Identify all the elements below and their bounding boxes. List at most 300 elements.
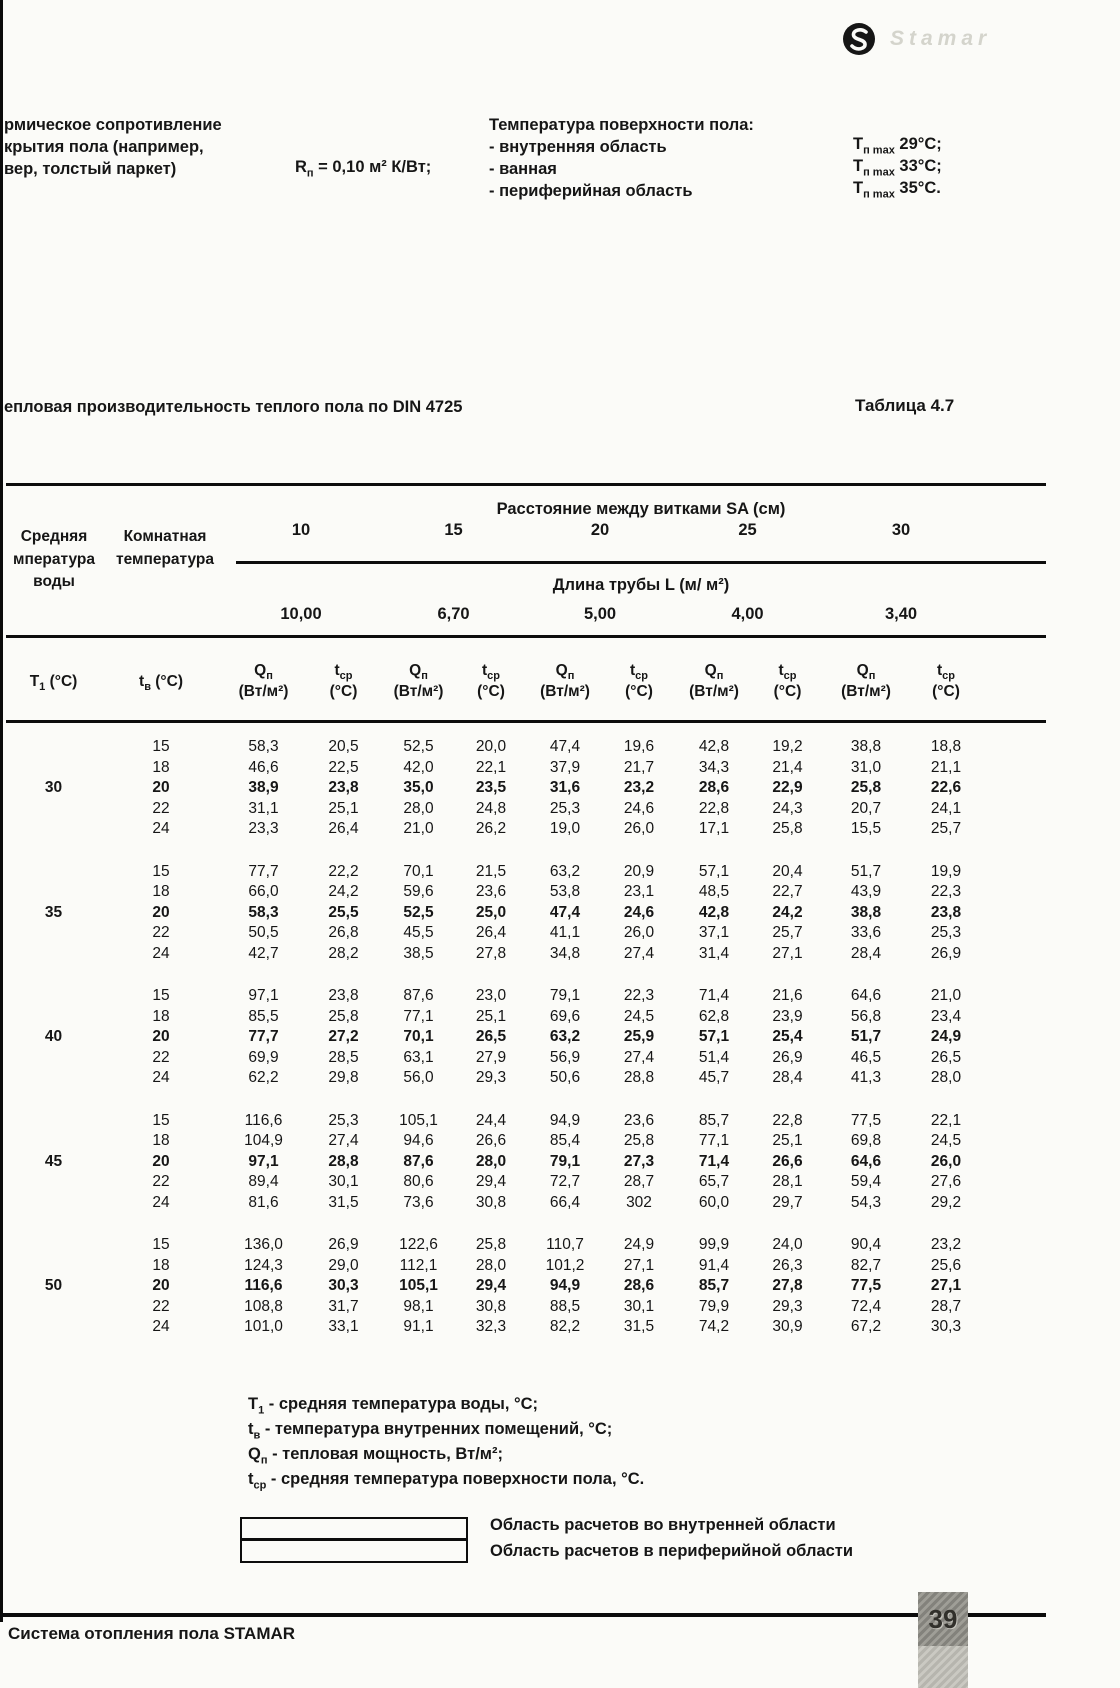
table-top-rule	[6, 483, 1046, 486]
heat-output-cell: 45,5	[403, 924, 434, 941]
heat-output-cell: 110,7	[546, 1236, 584, 1253]
column-subheaders	[6, 660, 1046, 702]
floor-temp-cell: 21,5	[475, 862, 507, 880]
coil-spacing-value: 20	[590, 521, 610, 539]
heat-output-cell: 56,9	[549, 1048, 581, 1066]
floor-temp-cell: 24,4	[475, 1111, 507, 1129]
floor-temp-cell: 29,0	[328, 1256, 359, 1274]
floor-temp-cell: 28,7	[623, 1173, 655, 1190]
symbol-note: $t_в$ - температура внутренних помещений, °C;	[248, 1420, 613, 1442]
heat-output-subheader	[381, 660, 456, 702]
heat-output-cell: 88,5	[549, 1297, 581, 1315]
floor-temp-cell: 28,4	[772, 1069, 803, 1086]
heat-output-cell: 34,8	[549, 944, 581, 962]
pipe-length-values-row	[6, 605, 1046, 629]
heat-output-cell: 31,1	[248, 799, 279, 817]
floor-temp-cell: 25,1	[328, 799, 359, 817]
heat-output-cell: 33,6	[850, 924, 882, 941]
symbol: $Q_п$	[409, 662, 428, 683]
floor-temp-cell: 25,9	[623, 1028, 655, 1045]
heat-output-cell: 50,6	[549, 1069, 581, 1086]
water-temp-cell	[6, 799, 101, 820]
floor-temp-cell: 24,6	[623, 903, 655, 921]
heat-output-cell: 59,4	[850, 1173, 882, 1190]
floor-temp-cell: 27,2	[328, 1028, 359, 1045]
surface-temperature-title: Температура поверхности пола:	[489, 116, 754, 134]
heat-output-subheader	[526, 660, 604, 702]
temperature-block	[6, 862, 1046, 965]
water-temp-cell: 45	[44, 1152, 63, 1170]
heat-output-cell: 65,7	[698, 1173, 730, 1190]
floor-temp-cell: 27,1	[930, 1277, 962, 1294]
heat-output-cell: 72,4	[850, 1297, 882, 1315]
floor-temp-cell: 23,8	[328, 987, 359, 1004]
symbol: $Q_п$	[254, 662, 273, 683]
floor-temp-cell: 30,1	[623, 1297, 655, 1315]
floor-temp-cell: 27,9	[475, 1048, 507, 1066]
heat-output-cell: 38,8	[850, 738, 882, 755]
heat-output-cell: 101,0	[244, 1318, 283, 1335]
heat-output-cell: 79,1	[549, 987, 581, 1004]
table-row	[6, 986, 1046, 1007]
floor-temp-cell: 25,1	[772, 1132, 803, 1149]
symbol: $T_1$	[29, 672, 46, 693]
floor-temp-cell: 20,0	[475, 738, 507, 755]
heat-output-cell: 46,5	[850, 1048, 882, 1066]
floor-temp-cell: 23,9	[772, 1007, 803, 1025]
heating-performance-table	[6, 483, 1046, 1360]
floor-temp-cell: 23,2	[930, 1236, 962, 1253]
heat-output-cell: 77,7	[248, 1028, 279, 1045]
floor-temp-cell: 23,5	[475, 779, 507, 796]
room-temp-cell: 18	[152, 1132, 170, 1149]
floor-temp-cell: 20,4	[772, 862, 803, 880]
pipe-length-value: 10,00	[280, 605, 322, 623]
floor-temp-subheader	[754, 660, 821, 702]
heat-output-cell: 80,6	[403, 1173, 434, 1190]
heat-output-cell: 87,6	[403, 1152, 434, 1170]
water-temp-subheader	[6, 660, 101, 702]
floor-temp-cell: 24,2	[328, 883, 359, 900]
thermal-resistance-line: вер, толстый паркет)	[4, 160, 177, 178]
thermal-resistance-note	[4, 114, 222, 180]
table-row	[6, 1131, 1046, 1152]
floor-temp-cell: 25,8	[623, 1132, 655, 1149]
heat-output-cell: 94,9	[549, 1277, 581, 1294]
heat-output-cell: 50,5	[248, 924, 279, 941]
water-head-line: мпература	[12, 550, 96, 568]
room-head-line: Комнатная	[123, 528, 207, 545]
heat-output-cell: 41,1	[549, 924, 581, 941]
floor-temp-cell: 29,7	[772, 1193, 803, 1211]
floor-temp-cell: 22,3	[623, 987, 655, 1004]
table-row	[6, 737, 1046, 758]
table-row	[6, 819, 1046, 840]
water-temp-cell: 35	[44, 903, 63, 921]
heat-output-cell: 66,0	[248, 883, 279, 900]
floor-temp-cell: 22,6	[930, 779, 962, 796]
floor-temp-cell: 21,0	[930, 987, 962, 1004]
heat-output-cell: 37,9	[549, 758, 581, 776]
floor-temp-cell: 27,3	[623, 1152, 655, 1170]
heat-output-cell: 91,4	[698, 1256, 730, 1274]
heat-output-cell: 56,0	[403, 1069, 434, 1086]
table-row	[6, 778, 1046, 799]
table-caption: епловая производительность теплого пола по DIN 4725	[4, 398, 463, 416]
water-temp-cell	[6, 758, 101, 779]
floor-temp-cell: 24,5	[930, 1132, 962, 1149]
room-temp-cell: 18	[152, 883, 170, 900]
surface-temperature-max-values	[853, 133, 942, 199]
floor-temp-cell: 28,2	[328, 944, 359, 962]
symbol: $R_п$	[295, 158, 314, 180]
heat-output-cell: 37,1	[698, 924, 730, 941]
heat-output-cell: 51,4	[698, 1048, 730, 1066]
floor-temp-cell: 28,0	[930, 1069, 962, 1086]
spacing-underline	[236, 561, 1046, 564]
heat-output-cell: 42,8	[698, 903, 730, 921]
symbol: $T_1$	[248, 1395, 265, 1417]
heat-output-cell: 62,8	[698, 1007, 730, 1025]
heat-output-cell: 51,7	[850, 1028, 882, 1045]
heat-output-cell: 47,4	[549, 738, 581, 755]
heat-output-cell: 64,6	[850, 1152, 882, 1170]
floor-temp-cell: 26,2	[475, 820, 507, 837]
water-temp-cell: 40	[44, 1028, 63, 1045]
floor-temp-cell: 27,1	[772, 944, 803, 962]
temperature-block	[6, 1111, 1046, 1214]
heat-output-cell: 51,7	[850, 862, 882, 880]
symbol: $t_в$	[248, 1420, 261, 1442]
table-row	[6, 799, 1046, 820]
heat-output-cell: 69,8	[850, 1132, 882, 1149]
floor-temp-cell: 26,8	[328, 924, 359, 941]
heat-output-cell: 77,1	[403, 1007, 434, 1025]
heat-output-cell: 48,5	[698, 883, 730, 900]
table-row	[6, 862, 1046, 883]
heat-output-cell: 66,4	[549, 1193, 581, 1211]
coil-spacing-value: 25	[738, 521, 757, 539]
symbol: $t_{ср}$	[629, 662, 648, 683]
heat-output-cell: 15,5	[850, 820, 882, 837]
coil-spacing-value: 10	[291, 521, 311, 539]
floor-temp-cell: 26,9	[328, 1236, 359, 1253]
surface-temperature-item: - ванная	[489, 160, 557, 178]
room-temp-cell: 22	[152, 1048, 170, 1066]
symbol: $t_{ср}$	[481, 662, 500, 683]
floor-temp-cell: 25,3	[328, 1111, 359, 1129]
table-number-label: Таблица 4.7	[855, 396, 955, 415]
floor-temp-cell: 28,6	[623, 1277, 655, 1294]
floor-temp-subheader-unit: (°C)	[329, 683, 358, 700]
heat-output-cell: 101,2	[545, 1256, 585, 1274]
floor-temp-cell: 26,6	[772, 1152, 803, 1170]
water-temp-cell	[6, 944, 101, 965]
water-temp-cell	[6, 1068, 101, 1089]
floor-temp-cell: 32,3	[475, 1318, 507, 1335]
floor-temp-cell: 23,8	[930, 903, 962, 921]
pipe-length-title: Длина трубы L (м/ м²)	[552, 576, 730, 594]
floor-temp-subheader-unit: (°C)	[477, 683, 505, 700]
heat-output-cell: 116,6	[244, 1111, 283, 1129]
heat-output-cell: 42,0	[403, 758, 434, 776]
footer-rule	[0, 1613, 1046, 1617]
table-row	[6, 944, 1046, 965]
heat-output-subheader-unit: (Вт/м²)	[689, 683, 739, 700]
heat-output-cell: 79,1	[549, 1152, 581, 1170]
symbol: $t_{ср}$	[334, 662, 353, 683]
floor-temp-cell: 26,4	[328, 820, 359, 837]
surface-temperature-items	[489, 136, 754, 202]
room-temp-cell: 22	[152, 1297, 170, 1315]
heat-output-cell: 136,0	[244, 1236, 283, 1253]
heat-output-subheader	[221, 660, 306, 702]
floor-temp-cell: 25,8	[475, 1236, 507, 1253]
floor-temp-cell: 25,6	[930, 1256, 962, 1274]
heat-output-cell: 97,1	[248, 987, 279, 1004]
heat-output-cell: 104,9	[244, 1132, 283, 1149]
heat-output-cell: 94,6	[403, 1132, 434, 1149]
coil-spacing-value: 15	[444, 521, 463, 539]
heat-output-cell: 94,9	[549, 1111, 581, 1129]
header-rule	[6, 635, 1046, 638]
heat-output-cell: 28,6	[698, 779, 730, 796]
symbol-note: $T_1$ - средняя температура воды, °C;	[248, 1395, 539, 1417]
water-temp-cell	[6, 1235, 101, 1256]
tmax-line: $T_{п max}$ 35°C.	[853, 179, 941, 201]
water-temp-cell: 30	[44, 779, 63, 796]
heat-output-cell: 74,2	[698, 1318, 730, 1335]
surface-temperature-item: - периферийная область	[489, 182, 693, 200]
subheader-rule	[6, 720, 1046, 723]
heat-output-cell: 124,3	[244, 1256, 283, 1274]
heat-output-cell: 22,8	[698, 799, 730, 817]
floor-temp-cell: 28,8	[623, 1069, 655, 1086]
floor-temp-cell: 23,0	[475, 987, 507, 1004]
room-temp-cell: 18	[152, 758, 170, 776]
table-row	[6, 758, 1046, 779]
heat-output-cell: 79,9	[698, 1297, 730, 1315]
floor-temp-cell: 26,0	[623, 820, 655, 837]
floor-temp-cell: 31,5	[623, 1318, 655, 1335]
table-row	[6, 1297, 1046, 1318]
floor-temp-cell: 25,5	[328, 903, 359, 921]
heat-output-cell: 71,4	[698, 987, 730, 1004]
legend-peripheral-label: Область расчетов в периферийной области	[490, 1542, 854, 1560]
floor-temp-cell: 23,6	[475, 883, 507, 900]
tmax-line: $T_{п max}$ 29°C;	[853, 135, 942, 157]
floor-temp-cell: 26,6	[475, 1132, 507, 1149]
floor-temp-subheader-symbol	[754, 660, 821, 681]
floor-temp-cell: 31,5	[328, 1193, 359, 1211]
floor-temp-cell: 24,8	[475, 799, 507, 817]
floor-temp-subheader	[911, 660, 981, 702]
heat-output-cell: 85,7	[698, 1277, 730, 1294]
heat-output-cell: 25,3	[549, 799, 581, 817]
floor-temp-cell: 24,2	[772, 903, 803, 921]
floor-temp-cell: 22,7	[772, 883, 803, 900]
floor-temp-cell: 29,4	[475, 1277, 507, 1294]
heat-output-subheader-unit: (Вт/м²)	[393, 683, 444, 700]
floor-temp-cell: 25,0	[475, 903, 507, 921]
water-temp-cell	[6, 1131, 101, 1152]
heat-output-cell: 58,3	[248, 903, 279, 921]
heat-output-subheader-symbol	[221, 660, 306, 681]
room-head-line: температура	[115, 550, 215, 568]
heat-output-cell: 28,4	[850, 944, 882, 962]
heat-output-cell: 45,7	[698, 1069, 730, 1086]
floor-temp-cell: 30,8	[475, 1193, 507, 1211]
floor-temp-cell: 22,1	[475, 758, 507, 776]
heat-output-cell: 98,1	[403, 1297, 434, 1315]
heat-output-cell: 59,6	[403, 883, 434, 900]
water-temp-cell	[6, 1172, 101, 1193]
room-temp-cell: 24	[152, 1318, 170, 1335]
water-temp-cell	[6, 1111, 101, 1132]
floor-temp-subheader	[604, 660, 674, 702]
heat-output-cell: 70,1	[403, 1028, 434, 1045]
table-row	[6, 1152, 1046, 1173]
floor-temp-cell: 27,8	[772, 1277, 803, 1294]
heat-output-cell: 43,9	[850, 883, 882, 900]
table-row	[6, 1068, 1046, 1089]
floor-temp-subheader-symbol	[306, 660, 381, 681]
heat-output-cell: 25,8	[850, 779, 882, 796]
pipe-length-value: 3,40	[884, 605, 918, 623]
heat-output-cell: 41,3	[850, 1069, 882, 1086]
heat-output-cell: 108,8	[244, 1297, 283, 1315]
page-badge-tail	[918, 1646, 968, 1688]
floor-temp-cell: 19,9	[930, 862, 962, 880]
heat-output-cell: 20,7	[850, 799, 882, 817]
symbol: $T_{п max}$	[853, 135, 895, 157]
room-temp-cell: 15	[152, 1236, 170, 1253]
heat-output-cell: 62,2	[248, 1069, 279, 1086]
logo-wordmark: Stamar	[890, 27, 992, 50]
heat-output-cell: 99,9	[698, 1236, 730, 1253]
table-row	[6, 1193, 1046, 1214]
room-temp-cell: 15	[152, 1111, 170, 1129]
floor-temp-cell: 22,9	[772, 779, 803, 796]
floor-temp-cell: 26,0	[623, 924, 655, 941]
scan-edge-line	[0, 0, 3, 1622]
floor-temp-cell: 30,9	[772, 1318, 803, 1335]
floor-temp-subheader	[306, 660, 381, 702]
water-temp-cell	[6, 1048, 101, 1069]
symbol: $Q_п$	[555, 662, 575, 683]
page-number-badge	[918, 1592, 968, 1688]
floor-temp-cell: 19,6	[623, 738, 655, 755]
surface-temperature-block	[489, 114, 754, 202]
heat-output-cell: 23,3	[248, 820, 279, 837]
room-temp-subheader-symbol: $t_в$ (°C)	[139, 672, 183, 693]
surface-temperature-item: - внутренняя область	[489, 138, 667, 156]
heat-output-cell: 105,1	[399, 1111, 438, 1129]
floor-temp-cell: 25,3	[930, 924, 962, 941]
symbol: $t_в$	[139, 672, 151, 693]
heat-output-cell: 47,4	[549, 903, 581, 921]
floor-temp-cell: 22,1	[930, 1111, 962, 1129]
legend-swatch-box	[240, 1517, 468, 1563]
water-head-line: воды	[33, 573, 75, 590]
floor-temp-cell: 24,5	[623, 1007, 655, 1025]
heat-output-subheader-symbol	[674, 660, 754, 681]
coil-spacing-title: Расстояние между витками SA (см)	[496, 500, 786, 518]
floor-temp-cell: 23,6	[623, 1111, 655, 1129]
floor-temp-cell: 27,1	[623, 1256, 655, 1274]
heat-output-cell: 87,6	[403, 987, 434, 1004]
heat-output-cell: 38,8	[850, 903, 882, 921]
heat-output-cell: 85,4	[549, 1132, 581, 1149]
heat-output-cell: 63,2	[549, 862, 581, 880]
floor-temp-cell: 25,7	[930, 820, 962, 837]
floor-temp-subheader-unit: (°C)	[625, 683, 653, 700]
footer-title: Система отопления пола STAMAR	[8, 1624, 296, 1643]
heat-output-cell: 72,7	[549, 1173, 581, 1190]
room-temp-cell: 24	[152, 820, 170, 837]
room-temp-subheader	[101, 660, 221, 702]
heat-output-cell: 77,7	[248, 862, 279, 880]
symbol: $t_{ср}$	[778, 662, 797, 683]
table-row	[6, 903, 1046, 924]
water-temp-cell	[6, 1007, 101, 1028]
floor-temp-cell: 21,6	[772, 987, 803, 1004]
floor-temp-cell: 24,1	[930, 799, 962, 817]
heat-output-cell: 97,1	[248, 1152, 279, 1170]
heat-output-cell: 82,7	[850, 1256, 882, 1274]
floor-temp-cell: 28,0	[475, 1152, 507, 1170]
symbol: $Q_п$	[248, 1445, 268, 1467]
heat-output-cell: 60,0	[698, 1193, 730, 1211]
heat-output-cell: 63,2	[549, 1028, 581, 1045]
pipe-length-value: 4,00	[731, 605, 764, 623]
floor-temp-cell: 27,4	[623, 944, 655, 962]
water-temp-cell	[6, 986, 101, 1007]
floor-temp-subheader-unit: (°C)	[773, 683, 802, 700]
heat-output-cell: 38,9	[248, 779, 279, 796]
heat-output-cell: 63,1	[403, 1048, 434, 1066]
table-body	[6, 737, 1046, 1338]
floor-temp-cell: 27,8	[475, 944, 507, 962]
table-row	[6, 1317, 1046, 1338]
floor-temp-cell: 19,2	[772, 738, 803, 755]
floor-temp-cell: 23,1	[623, 883, 655, 900]
floor-temp-cell: 23,2	[623, 779, 655, 796]
symbol: $Q_п$	[704, 662, 724, 683]
table-row	[6, 1256, 1046, 1277]
floor-temp-cell: 24,3	[772, 799, 803, 817]
floor-temp-cell: 30,3	[930, 1318, 962, 1335]
heat-output-cell: 82,2	[549, 1318, 581, 1335]
heat-output-cell: 77,1	[698, 1132, 730, 1149]
table-row	[6, 1048, 1046, 1069]
heat-output-cell: 85,7	[698, 1111, 730, 1129]
floor-temp-cell: 33,1	[328, 1318, 359, 1335]
heat-output-subheader-symbol	[821, 660, 911, 681]
room-temp-cell: 15	[152, 738, 170, 755]
symbol: $t_{ср}$	[248, 1470, 267, 1492]
floor-temp-cell: 21,4	[772, 758, 803, 776]
heat-output-cell: 64,6	[850, 987, 882, 1004]
floor-temp-cell: 25,1	[475, 1007, 507, 1025]
brand-logo	[840, 20, 991, 58]
floor-temp-cell: 30,8	[475, 1297, 507, 1315]
floor-temp-cell: 29,4	[475, 1173, 507, 1190]
floor-temp-cell: 30,3	[328, 1277, 359, 1294]
water-temp-cell	[6, 819, 101, 840]
floor-temp-cell: 24,6	[623, 799, 655, 817]
table-row	[6, 923, 1046, 944]
